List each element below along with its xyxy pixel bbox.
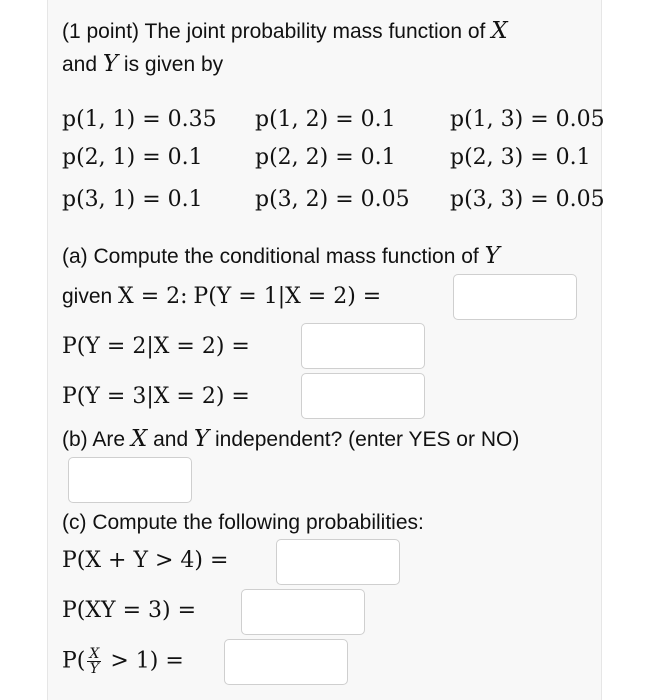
- pmf-1-1: p(1, 1) = 0.35: [62, 107, 217, 132]
- intro-and: and: [62, 53, 98, 76]
- part-a-given-line: [62, 283, 381, 311]
- part-b-and: and: [153, 428, 189, 451]
- part-a-given-expr: X = 2:: [118, 284, 188, 309]
- part-b-var-x: X: [130, 426, 148, 452]
- points-label: (1 point): [62, 20, 140, 43]
- part-a-q3: P(Y = 3|X = 2) =: [62, 384, 250, 409]
- part-a-var: Y: [484, 243, 500, 269]
- intro-rest: is given by: [123, 53, 224, 76]
- part-c-q3-prefix: P(: [62, 648, 86, 674]
- answer-a1-input[interactable]: [453, 274, 577, 320]
- intro-text: The joint probability mass function of: [144, 20, 486, 43]
- part-a-text: [62, 242, 500, 271]
- pmf-3-2: p(3, 2) = 0.05: [255, 187, 410, 212]
- part-b-rest: independent? (enter YES or NO): [215, 428, 520, 451]
- part-a-given: given: [62, 285, 113, 308]
- fraction-denominator: Y: [89, 661, 99, 677]
- part-b-text: [62, 425, 519, 454]
- answer-c2-input[interactable]: [241, 589, 365, 635]
- answer-a2-input[interactable]: [301, 323, 425, 369]
- pmf-1-3: p(1, 3) = 0.05: [450, 107, 605, 132]
- part-c-q1: P(X + Y > 4) =: [62, 548, 229, 573]
- answer-c3-input[interactable]: [224, 639, 348, 685]
- answer-a3-input[interactable]: [301, 373, 425, 419]
- pmf-3-3: p(3, 3) = 0.05: [450, 187, 605, 212]
- pmf-1-2: p(1, 2) = 0.1: [255, 107, 396, 132]
- pmf-2-3: p(2, 3) = 0.1: [450, 145, 591, 170]
- var-x: X: [491, 18, 508, 44]
- var-y: Y: [102, 51, 119, 77]
- part-c-q3-suffix: > 1) =: [110, 648, 184, 674]
- pmf-3-1: p(3, 1) = 0.1: [62, 187, 203, 212]
- fraction-numerator: X: [89, 646, 100, 662]
- part-a-q2: P(Y = 2|X = 2) =: [62, 334, 250, 359]
- intro-line-1: [62, 17, 508, 46]
- part-c-q2: P(XY = 3) =: [62, 598, 196, 623]
- part-c-q3: [62, 647, 184, 676]
- pmf-2-1: p(2, 1) = 0.1: [62, 145, 203, 170]
- part-b-var-y: Y: [193, 426, 210, 452]
- part-c-text: (c) Compute the following probabilities:: [62, 511, 424, 534]
- pmf-2-2: p(2, 2) = 0.1: [255, 145, 396, 170]
- answer-b-input[interactable]: [68, 457, 192, 503]
- intro-line-2: [62, 50, 223, 79]
- part-a-q1: P(Y = 1|X = 2) =: [193, 284, 382, 309]
- x-over-y-fraction: [87, 647, 101, 676]
- answer-c1-input[interactable]: [276, 539, 400, 585]
- part-b-prefix: (b) Are: [62, 428, 126, 451]
- part-a-label: (a) Compute the conditional mass function of: [62, 245, 479, 268]
